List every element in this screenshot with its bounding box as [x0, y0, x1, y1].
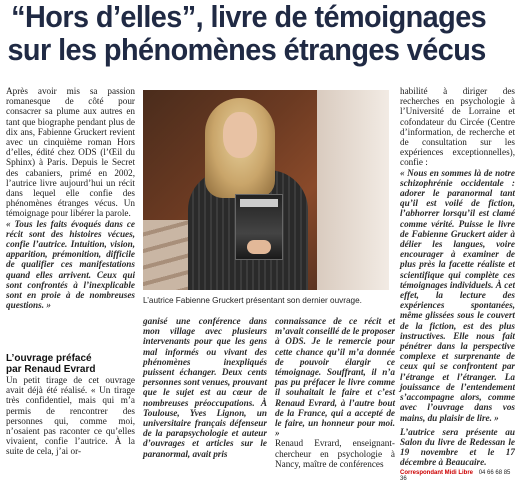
- column-4-quote: « Nous en sommes là de notre schizophrénie occidentale : adorer le paranormal tant qu’il est voilé de fiction, l’abhorrer lorsqu’il est clamé comme vérité. Puisse le livre de Fabienne Gruckert aider à délier les langues, voire encourager à examiner de plus près la facette réaliste et scientifique qui complète ces témoignages individuels. À cet effet, la lecture des expériences spontanées, même glissées sous le couvert de la fiction, est des plus instructives. Elle nous fait pénétrer dans la perspective complexe et surprenante de ceux qui se confrontent par l’étrange et l’étranger. La jouissance de l’entendement s’accompagne alors, comme avec l’ouvrage dans vos mains, du plaisir de lire. »: [400, 167, 515, 423]
- column-3-quote: connaissance de ce récit et m’avait conseillé de le proposer à ODS. Je le remercie pour cette chance qu’il m’a donnée de pouvoir élargir ce témoignage. Souffrant, il n’a pas pu préfacer le livre comme il souhaitait le faire et c’est Renaud Evrard, à l’autre bout de la France, qui a accepté de le faire, un honneur pour moi. »: [275, 316, 395, 439]
- photo-hand: [247, 240, 271, 254]
- correspondent-label: Correspondant Midi Libre: [400, 470, 474, 476]
- subhead-line-1: L’ouvrage préfacé: [6, 353, 92, 364]
- column-2: [143, 316, 267, 459]
- intro-paragraph: Après avoir mis sa passion romanesque de côté pour consacrer sa plume aux autres en tant que biographe pendant plus de dix ans, Fabienne Gruckert revient avec un cinquième roman Hors d’elles, édité chez ODS (l’Œil du Sphinx) à Paris. Depuis le Secret des cabaniers, primé en 2002, l’autrice livre aujourd’hui un récit dans lequel elle confie des phénomènes étranges vécus. Un témoignage pour libérer la parole.: [6, 86, 135, 219]
- subhead-paragraph: Un petit tirage de cet ouvrage avait déjà été réalisé. « Un tirage très confidentiel, mais qui m’a permis de rencontrer des personnes qui, comme moi, n’osaient pas raconter ce qu’elles vivaient, confie l’autrice. À la suite de cela, j’ai or-: [6, 375, 135, 457]
- column-1: [6, 86, 135, 310]
- column-3: [275, 316, 395, 469]
- photo-face: [223, 112, 257, 158]
- photo-wall: [317, 90, 389, 290]
- author-quote: « Tous les faits évoqués dans ce récit sont des histoires vécues, confie l’autrice. Intuition, vision, apparition, prémonition, difficile de qualifier ces manifestations quand elles arrivent. Ceux qui sont confrontés à l’inexplicable sont en proie à de nombreuses questions. »: [6, 218, 135, 311]
- photo-caption: L’autrice Fabienne Gruckert présentant son dernier ouvrage.: [143, 296, 362, 305]
- column-3-text: Renaud Evrard, enseignant-chercheur en psychologie à Nancy, maître de conférences: [275, 438, 395, 469]
- headline-line-2: sur les phénomènes étranges vécus: [7, 32, 486, 67]
- column-4-text: habilité à diriger des recherches en psychologie à l’Université de Lorraine et cofondateur du Circée (Centre d’information, de recherche et de consultation sur les expériences exceptionnelles), confie :: [400, 86, 515, 168]
- author-photo: [143, 90, 389, 290]
- column-2-text: ganisé une conférence dans mon village avec plusieurs intervenants pour que les gens mal informés ou vivant des phénomènes inexpliqués puissent échanger. Deux cents personnes sont venues, prouvant que le sujet est au cœur de nombreuses préoccupations. À Toulouse, Yves Lignon, un universitaire français défenseur de la parapsychologie et auteur d’ouvrages et articles sur le paranormal, avait pris: [143, 316, 267, 459]
- headline: [0, 0, 487, 67]
- subhead-line-2: par Renaud Evrard: [6, 364, 96, 375]
- column-4: [400, 86, 515, 468]
- correspondent-tag: [400, 470, 515, 482]
- event-note: L’autrice sera présente au Salon du livre de Redessan le 19 novembre et le 17 décembre à Beaucaire.: [400, 426, 515, 468]
- headline-line-1: “Hors d’elles”, livre de témoignages: [11, 0, 487, 34]
- column-1-lower: [6, 353, 135, 457]
- correspondent-phone: 04 66 68 85 36: [400, 470, 511, 482]
- photo-book-title-band: [240, 199, 278, 207]
- subhead: [6, 353, 135, 375]
